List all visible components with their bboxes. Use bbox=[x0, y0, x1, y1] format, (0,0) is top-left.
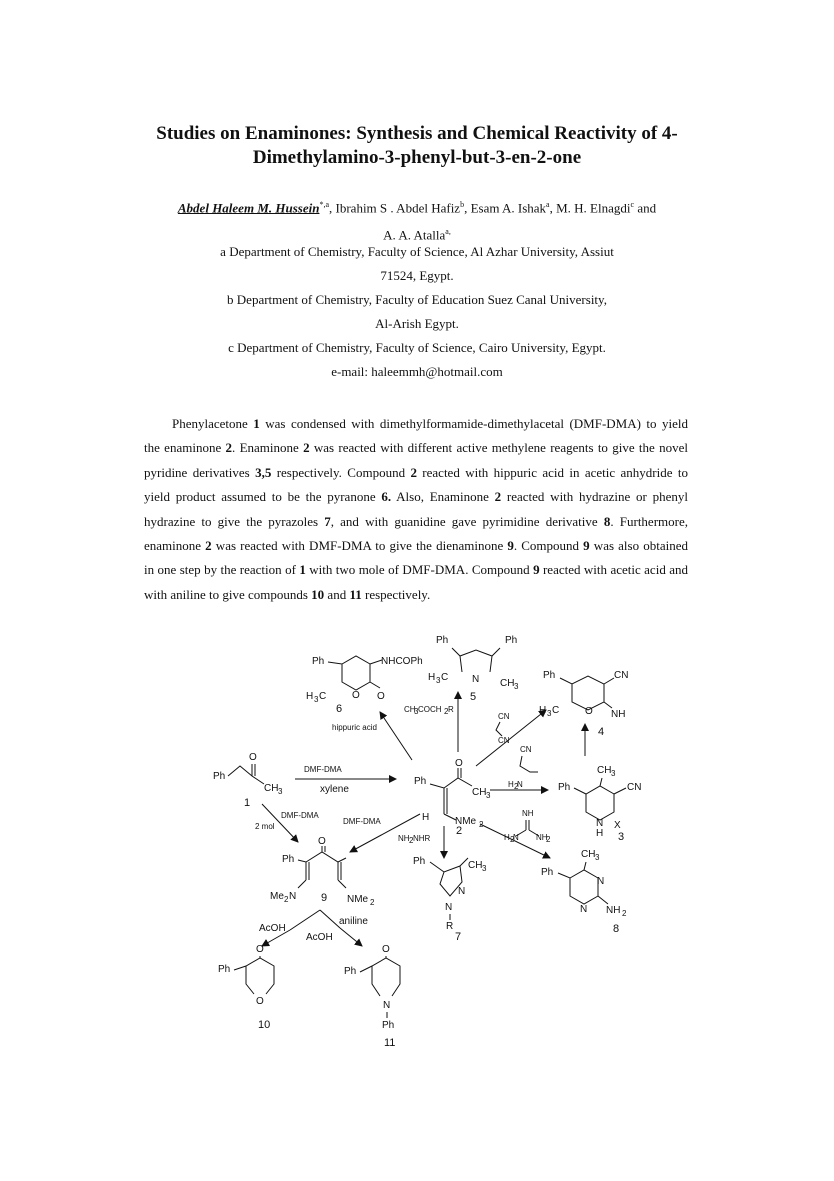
c3-ch: CH bbox=[597, 765, 612, 776]
c10-o-carbonyl: O bbox=[256, 944, 264, 955]
c1-ph: Ph bbox=[213, 771, 226, 782]
cond-cyanoacetamide bbox=[508, 745, 538, 791]
affiliation-a-line-1: a Department of Chemistry, Faculty of Science, Al Azhar University, Assiut bbox=[220, 244, 614, 259]
c8-n-bottom: N bbox=[580, 904, 588, 915]
c5-h3c-sub: 3 bbox=[436, 676, 441, 685]
c6-nhcoph: NHCOPh bbox=[381, 656, 423, 667]
c1-ch: CH bbox=[264, 783, 279, 794]
email-line: e-mail: haleemmh@hotmail.com bbox=[331, 364, 503, 379]
c1-ch-sub: 3 bbox=[278, 787, 283, 796]
c4-h3c-sub: 3 bbox=[547, 709, 552, 718]
c2-o: O bbox=[455, 758, 463, 769]
svg-text:H: H bbox=[508, 780, 514, 789]
reaction-1-to-2 bbox=[295, 765, 396, 795]
svg-text:CN: CN bbox=[498, 736, 510, 745]
c11-o: O bbox=[382, 944, 390, 955]
title-line-1: Studies on Enaminones: Synthesis and Chemical Reactivity of 4- bbox=[156, 123, 678, 144]
c7-ch-sub: 3 bbox=[482, 864, 487, 873]
label-11: 11 bbox=[384, 1037, 396, 1049]
c2-nme: NMe bbox=[455, 816, 477, 827]
lead-author: Abdel Haleem M. Hussein bbox=[177, 200, 320, 216]
c6-h3c-sub: 3 bbox=[314, 695, 319, 704]
svg-text:N: N bbox=[517, 780, 523, 789]
author-4: , M. H. Elnagdi bbox=[549, 200, 631, 216]
c3-n: N bbox=[596, 818, 604, 829]
c10-o-ring: O bbox=[256, 996, 264, 1007]
c11-ph: Ph bbox=[344, 966, 357, 977]
label-6: 6 bbox=[336, 703, 343, 715]
svg-text:R: R bbox=[448, 705, 454, 714]
abstract-paragraph: Phenylacetone 1 was condensed with dimethylformamide-dimethylacetal (DMF-DMA) to yield the enaminone 2. Enaminone 2 was reacted with different active methylene reagents to give the novel pyridine derivatives 3,5 respectively. Compound 2 reacted with hippuric acid in acetic anhydride to yield product assumed to be the pyranone 6. Also, Enaminone 2 reacted with hydrazine or phenyl hydrazine to give the pyrazoles 7, and with guanidine gave pyrimidine derivative 8. Furthermore, enaminone 2 was reacted with DMF-DMA to give the dienaminone 9. Compound 9 was also obtained in one step by the reaction of 1 with two mole of DMF-DMA. Compound 9 reacted with acetic acid and with aniline to give compounds 10 and 11 respectively. bbox=[144, 416, 689, 602]
c9-o: O bbox=[318, 836, 326, 847]
svg-text:CN: CN bbox=[498, 712, 510, 721]
label-9: 9 bbox=[321, 892, 328, 904]
svg-text:N: N bbox=[513, 833, 519, 842]
author-5: A. A. Atalla bbox=[383, 227, 446, 243]
svg-text:2: 2 bbox=[409, 836, 414, 845]
label-10: 10 bbox=[258, 1019, 271, 1031]
cond-aniline: aniline bbox=[339, 916, 368, 927]
c8-ph: Ph bbox=[541, 867, 554, 878]
affiliation-b-line-1: b Department of Chemistry, Faculty of Education Suez Canal University, bbox=[227, 292, 607, 307]
svg-text:2: 2 bbox=[444, 707, 449, 716]
svg-text:NH: NH bbox=[522, 809, 534, 818]
c4-ph: Ph bbox=[543, 670, 556, 681]
c5-ch: CH bbox=[500, 678, 515, 689]
affiliation-c: c Department of Chemistry, Faculty of Science, Cairo University, Egypt. bbox=[228, 340, 606, 355]
c9-nme-sub: 2 bbox=[370, 898, 375, 907]
c5-h3c: H bbox=[428, 672, 436, 683]
c2-ch: CH bbox=[472, 787, 487, 798]
svg-text:H: H bbox=[504, 833, 510, 842]
c11-ph-n: Ph bbox=[382, 1020, 395, 1031]
author-4-sup: c bbox=[630, 200, 635, 209]
c6-ph: Ph bbox=[312, 656, 325, 667]
svg-text:CH: CH bbox=[404, 705, 416, 714]
c5-n: N bbox=[472, 674, 480, 685]
c4-h3c: H bbox=[539, 705, 547, 716]
c5-ph-left: Ph bbox=[436, 635, 449, 646]
c7-ph: Ph bbox=[413, 856, 426, 867]
compound-10 bbox=[218, 944, 274, 1031]
c5-ch-sub: 3 bbox=[514, 682, 519, 691]
compound-1 bbox=[213, 752, 283, 809]
c6-h3c: H bbox=[306, 691, 314, 702]
cond-xylene: xylene bbox=[320, 784, 349, 795]
compound-7 bbox=[413, 856, 487, 943]
compound-5 bbox=[428, 635, 519, 703]
svg-text:NHR: NHR bbox=[413, 834, 431, 843]
c9-ph: Ph bbox=[282, 854, 295, 865]
c6-o-ring: O bbox=[352, 690, 360, 701]
affiliation-a-line-2: 71524, Egypt. bbox=[380, 268, 454, 283]
c4-h3c-c: C bbox=[552, 705, 560, 716]
cond-guanidine bbox=[504, 809, 551, 844]
c8-ch-sub: 3 bbox=[595, 853, 600, 862]
svg-text:2: 2 bbox=[510, 835, 515, 844]
svg-text:2: 2 bbox=[514, 782, 519, 791]
c10-ph: Ph bbox=[218, 964, 231, 975]
split-left bbox=[290, 910, 320, 930]
c8-nh: NH bbox=[606, 905, 621, 916]
svg-text:NH: NH bbox=[398, 834, 410, 843]
c8-ch: CH bbox=[581, 849, 596, 860]
compound-11 bbox=[344, 944, 400, 1049]
c8-n-top: N bbox=[597, 876, 605, 887]
c6-o-carbonyl: O bbox=[377, 691, 385, 702]
arrow-2-to-4 bbox=[476, 710, 546, 766]
c4-o: O bbox=[585, 706, 593, 717]
svg-text:COCH: COCH bbox=[418, 705, 442, 714]
label-5: 5 bbox=[470, 691, 477, 703]
compound-4 bbox=[539, 670, 628, 738]
cond-hydrazine bbox=[398, 834, 431, 845]
c7-n-bottom: N bbox=[445, 902, 453, 913]
cond-ch3coch2r bbox=[404, 705, 454, 716]
c3-cn: CN bbox=[627, 782, 642, 793]
c5-ph-right: Ph bbox=[505, 635, 518, 646]
affiliation-b-line-2: Al-Arish Egypt. bbox=[375, 316, 459, 331]
c8-nh-sub: 2 bbox=[622, 909, 627, 918]
cond-hippuric: hippuric acid bbox=[332, 723, 377, 732]
compound-8 bbox=[541, 849, 627, 935]
svg-text:NH: NH bbox=[536, 833, 548, 842]
c4-nh: NH bbox=[611, 709, 626, 720]
label-3: 3 bbox=[618, 831, 625, 843]
compound-6 bbox=[306, 656, 423, 732]
c2-ch-sub: 3 bbox=[486, 791, 491, 800]
author-5-sup: a, bbox=[445, 227, 451, 237]
c1-o: O bbox=[249, 752, 257, 763]
c6-h3c-c: C bbox=[319, 691, 327, 702]
label-8: 8 bbox=[613, 923, 620, 935]
c2-h: H bbox=[422, 812, 430, 823]
cond-2mol: 2 mol bbox=[255, 822, 275, 831]
split-right bbox=[320, 910, 340, 928]
c9-me2n-n: N bbox=[289, 891, 297, 902]
cond-dmfdma-2: DMF-DMA bbox=[281, 811, 319, 820]
label-1: 1 bbox=[244, 797, 251, 809]
cond-malononitrile bbox=[496, 712, 510, 745]
c9-nme: NMe bbox=[347, 894, 369, 905]
c7-ch: CH bbox=[468, 860, 483, 871]
label-4: 4 bbox=[598, 726, 605, 738]
svg-text:CN: CN bbox=[520, 745, 532, 754]
c5-h3c-c: C bbox=[441, 672, 449, 683]
svg-text:3: 3 bbox=[414, 707, 419, 716]
c3-ch-sub: 3 bbox=[611, 769, 616, 778]
author-2: , Ibrahim S . Abdel Hafiz bbox=[329, 200, 461, 216]
c11-n: N bbox=[383, 1000, 391, 1011]
author-3: , Esam A. Ishak bbox=[464, 200, 547, 216]
compound-2 bbox=[414, 758, 491, 837]
arrow-2-to-6 bbox=[380, 712, 412, 760]
c2-ph: Ph bbox=[414, 776, 427, 787]
cond-dmfdma-3: DMF-DMA bbox=[343, 817, 381, 826]
c9-me2n-sub: 2 bbox=[284, 895, 289, 904]
author-3-sup: a bbox=[546, 200, 550, 209]
c9-me2n: Me bbox=[270, 891, 284, 902]
c3-ph: Ph bbox=[558, 782, 571, 793]
cond-acoh-2: AcOH bbox=[306, 932, 333, 943]
c2-nme-sub: 2 bbox=[479, 820, 484, 829]
c3-x: X bbox=[614, 820, 621, 831]
title-line-2: Dimethylamino-3-phenyl-but-3-en-2-one bbox=[252, 147, 582, 168]
author-and: and bbox=[634, 200, 657, 216]
lead-author-sup: *,a bbox=[319, 200, 330, 209]
c7-r: R bbox=[446, 921, 454, 932]
cond-dmfdma: DMF-DMA bbox=[304, 765, 342, 774]
label-2: 2 bbox=[456, 825, 463, 837]
compound-3 bbox=[558, 765, 641, 843]
arrow-9-to-11 bbox=[340, 928, 362, 946]
svg-text:2: 2 bbox=[546, 835, 551, 844]
author-2-sup: b bbox=[460, 200, 465, 209]
c4-cn: CN bbox=[614, 670, 629, 681]
c7-n-right: N bbox=[458, 886, 466, 897]
c3-h: H bbox=[596, 828, 604, 839]
cond-acoh-1: AcOH bbox=[259, 923, 286, 934]
label-7: 7 bbox=[455, 931, 462, 943]
